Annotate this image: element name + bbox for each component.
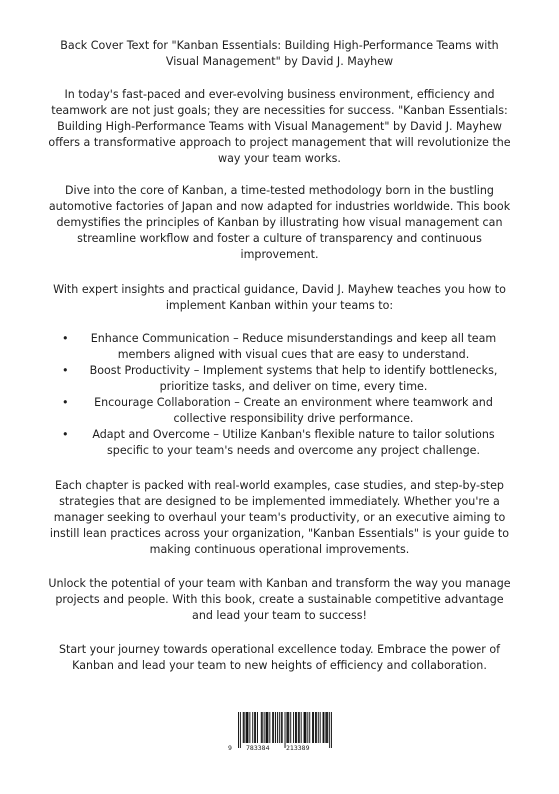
insights-paragraph: With expert insights and practical guidance, David J. Mayhew teaches you how to implement Kanban within your teams to:: [53, 283, 506, 312]
list-item: [44, 363, 515, 395]
list-item-text: Enhance Communication – Reduce misunderstandings and keep all team members aligned with visual cues that are easy to understand.: [90, 332, 497, 361]
chapters-paragraph: Each chapter is packed with real-world examples, case studies, and step-by-step strategies that are designed to be implemented immediately. Whether you're a manager seeking to overhaul your team's productivity, or an executive aiming to instill lean practices across your organization, "Kanban Essentials" is your guide to making continuous operational improvements.: [49, 479, 510, 556]
bullet-marker: •: [62, 396, 69, 409]
isbn-barcode: [228, 711, 332, 756]
list-item-text: Encourage Collaboration – Create an environment where teamwork and collective responsibility drive performance.: [94, 396, 493, 425]
barcode-lead-digit: 9: [228, 744, 232, 752]
intro-paragraph: In today's fast-paced and ever-evolving business environment, efficiency and teamwork are not just goals; they are necessities for success. "Kanban Essentials: Building High-Performance Teams with Visual Management" by David J. Mayhew offers a transformative approach to project management that will revolutionize the way your team works.: [48, 88, 511, 165]
barcode-group-1: 783384: [246, 744, 270, 752]
list-item-text: Adapt and Overcome – Utilize Kanban's flexible nature to tailor solutions specific to your team's needs and overcome any project challenge.: [92, 428, 495, 457]
kanban-core-paragraph: Dive into the core of Kanban, a time-tested methodology born in the bustling automotive factories of Japan and now adapted for industries worldwide. This book demystifies the principles of Kanban by illustrating how visual management can streamline workflow and foster a culture of transparency and continuous improvement.: [48, 184, 511, 261]
bullet-marker: •: [62, 428, 69, 441]
bullet-marker: •: [62, 364, 69, 377]
bullet-marker: •: [62, 332, 69, 345]
list-item: [44, 395, 515, 427]
list-item-text: Boost Productivity – Implement systems that help to identify bottlenecks, prioritize tasks, and deliver on time, every time.: [89, 364, 498, 393]
list-item: [44, 331, 515, 363]
barcode-icon: [228, 711, 332, 751]
start-paragraph: Start your journey towards operational excellence today. Embrace the power of Kanban and lead your team to new heights of efficiency and collaboration.: [58, 643, 501, 672]
benefits-list: [44, 331, 515, 459]
list-item: [44, 427, 515, 459]
barcode-group-2: 213389: [286, 744, 310, 752]
unlock-paragraph: Unlock the potential of your team with Kanban and transform the way you manage projects and people. With this book, create a sustainable competitive advantage and lead your team to success!: [48, 577, 511, 622]
cover-text-header: Back Cover Text for "Kanban Essentials: Building High-Performance Teams with Visual Management" by David J. Mayhew: [60, 39, 499, 68]
